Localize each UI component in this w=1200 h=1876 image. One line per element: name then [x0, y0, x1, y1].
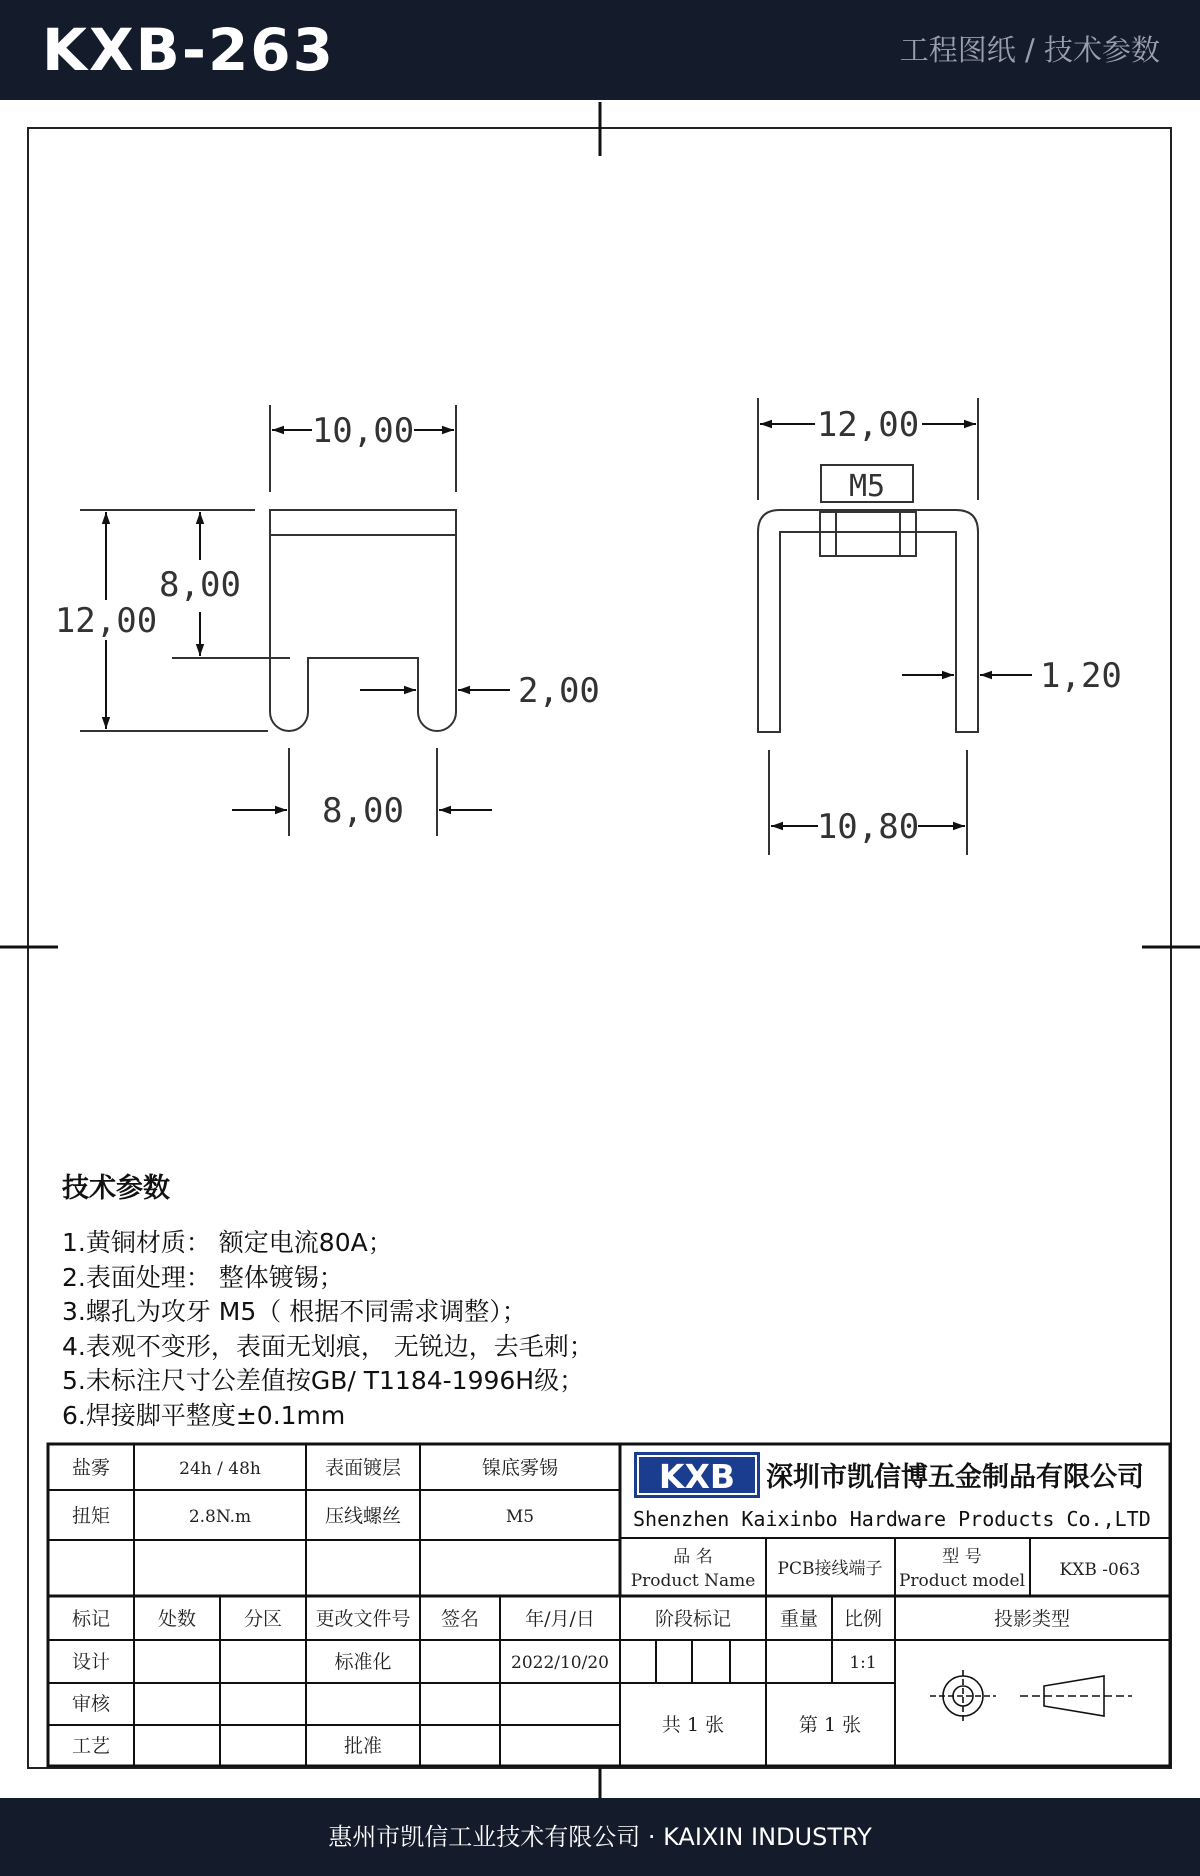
- sheet-number: 第 1 张: [798, 1714, 862, 1736]
- col-count: 处数: [157, 1608, 197, 1630]
- projection-label: 投影类型: [993, 1608, 1071, 1630]
- tech-item: 4.表观不变形，表面无划痕， 无锐边，去毛刺；: [62, 1331, 594, 1361]
- product-name-value: PCB接线端子: [777, 1559, 883, 1579]
- dim-slot-depth: 8,00: [159, 565, 241, 605]
- dim-width-top: 10,00: [311, 411, 415, 451]
- model-en: Product model: [898, 1571, 1026, 1591]
- product-name-en: Product Name: [630, 1571, 756, 1591]
- tech-item: 3.螺孔为攻牙 M5（ 根据不同需求调整）；: [62, 1297, 527, 1326]
- thread-label: M5: [848, 469, 886, 504]
- approve-label: 批准: [343, 1735, 383, 1757]
- weight-label: 重量: [779, 1608, 819, 1630]
- tech-item: 6.焊接脚平整度±0.1mm: [62, 1400, 346, 1430]
- nut-block: [820, 512, 916, 556]
- model-title: KXB-263: [42, 16, 336, 84]
- standardization-label: 标准化: [334, 1651, 392, 1673]
- col-mark: 标记: [71, 1608, 111, 1630]
- review-label: 审核: [71, 1693, 111, 1715]
- col-change-doc: 更改文件号: [315, 1608, 411, 1630]
- footer-text: 惠州市凯信工业技术有限公司 · KAIXIN INDUSTRY: [328, 1823, 872, 1851]
- tech-item: 1.黄铜材质： 额定电流80A；: [62, 1228, 393, 1257]
- header-subtitle: 工程图纸 / 技术参数: [899, 33, 1160, 67]
- dim-thickness: 1,20: [1040, 656, 1122, 696]
- product-name-cn: 品 名: [673, 1547, 713, 1567]
- date-value: 2022/10/20: [511, 1653, 609, 1673]
- company-name-cn: 深圳市凯信博五金制品有限公司: [766, 1462, 1144, 1493]
- process-label: 工艺: [71, 1735, 111, 1757]
- dim-width-inner: 10,80: [816, 807, 920, 847]
- screw-label: 压线螺丝: [324, 1505, 402, 1527]
- plating-value: 镍底雾锡: [481, 1457, 559, 1479]
- terminal-outline-front: [270, 510, 456, 731]
- front-dimensions: [106, 430, 510, 810]
- stage-mark: 阶段标记: [654, 1608, 732, 1630]
- salt-spray-label: 盐雾: [71, 1457, 111, 1479]
- scale-label: 比例: [843, 1608, 883, 1630]
- design-label: 设计: [71, 1651, 111, 1673]
- company-logo: [634, 1452, 760, 1498]
- tech-section-title: 技术参数: [62, 1173, 170, 1204]
- model-value: KXB -063: [1059, 1560, 1141, 1580]
- scale-value: 1:1: [849, 1653, 877, 1673]
- terminal-outline-side: [758, 510, 978, 732]
- plating-label: 表面镀层: [324, 1457, 402, 1479]
- dim-height-total: 12,00: [54, 601, 158, 641]
- side-view: [758, 398, 978, 855]
- side-dimensions: [760, 424, 1032, 826]
- dim-width-outer: 12,00: [816, 405, 920, 445]
- torque-value: 2.8N.m: [188, 1507, 252, 1527]
- salt-spray-value: 24h / 48h: [179, 1459, 261, 1479]
- col-zone: 分区: [243, 1608, 283, 1630]
- col-sign: 签名: [440, 1608, 480, 1630]
- footer-bar: [0, 1798, 1200, 1876]
- tech-item: 2.表面处理： 整体镀锡；: [62, 1262, 344, 1292]
- screw-value: M5: [505, 1507, 535, 1527]
- model-cn: 型 号: [942, 1547, 982, 1567]
- tech-list: [62, 1226, 594, 1433]
- sheets-total: 共 1 张: [661, 1714, 725, 1736]
- torque-label: 扭矩: [71, 1505, 111, 1527]
- projection-symbol: [930, 1670, 1132, 1722]
- tech-item: 5.未标注尺寸公差值按GB/ T1184-1996H级；: [62, 1366, 585, 1395]
- logo-text: KXB: [658, 1457, 736, 1496]
- company-name-en: Shenzhen Kaixinbo Hardware Products Co.,LTD: [633, 1507, 1151, 1531]
- dim-leg-width: 2,00: [518, 671, 600, 711]
- col-date: 年/月/日: [525, 1608, 595, 1630]
- dim-leg-span: 8,00: [322, 791, 404, 831]
